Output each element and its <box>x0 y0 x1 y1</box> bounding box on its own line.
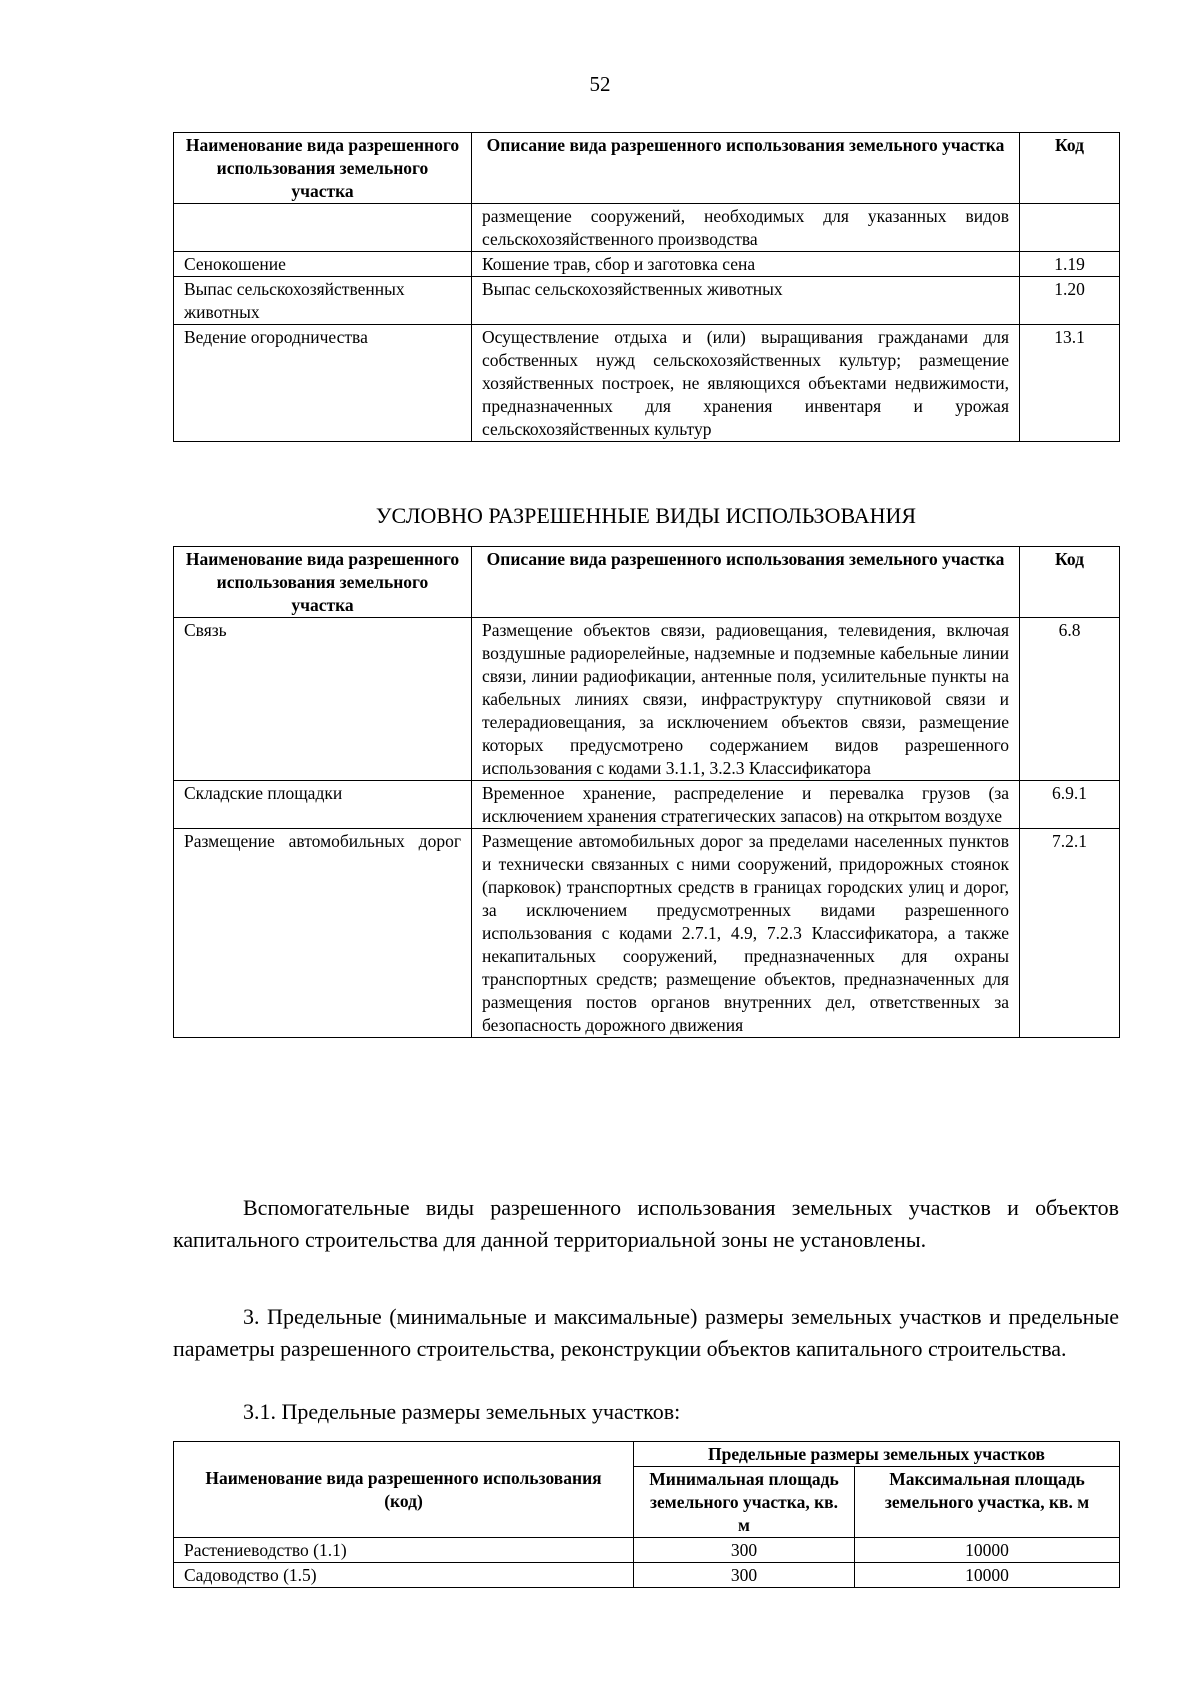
table-row <box>174 252 1120 277</box>
header-name: Наименование вида разрешенного использования (код) <box>174 1442 634 1538</box>
row-name: Связь <box>174 618 472 781</box>
row-name: Сенокошение <box>174 252 472 277</box>
row-description: Размещение объектов связи, радиовещания, телевидения, включая воздушные радиорелейные, надземные и подземные кабельные линии связи, линии радиофикации, антенные поля, усилительные пункты на кабельных линиях связи, инфраструктуру спутниковой связи и телерадиовещания, за исключением объектов связи, размещение которых предусмотрено содержанием видов разрешенного использования с кодами 3.1.1, 3.2.3 Классификатора <box>472 618 1020 781</box>
header-name: Наименование вида разрешенного использования земельного участка <box>174 133 472 204</box>
row-description: Выпас сельскохозяйственных животных <box>472 277 1020 325</box>
row-code: 6.8 <box>1020 618 1120 781</box>
row-code: 7.2.1 <box>1020 829 1120 1038</box>
row-code: 13.1 <box>1020 325 1120 442</box>
row-max-area: 10000 <box>855 1538 1120 1563</box>
table-header-row <box>174 1442 1120 1467</box>
row-description: размещение сооружений, необходимых для указанных видов сельскохозяйственного производства <box>472 204 1020 252</box>
permitted-uses-table-continued <box>173 132 1120 442</box>
row-description: Временное хранение, распределение и перевалка грузов (за исключением хранения стратегических запасов) на открытом воздухе <box>472 781 1020 829</box>
row-description: Осуществление отдыха и (или) выращивания гражданами для собственных нужд сельскохозяйственных культур; размещение хозяйственных построек, не являющихся объектами недвижимости, предназначенных для хранения инвентаря и урожая сельскохозяйственных культур <box>472 325 1020 442</box>
auxiliary-uses-paragraph: Вспомогательные виды разрешенного использования земельных участков и объектов капитального строительства для данной территориальной зоны не установлены. <box>173 1195 1119 1252</box>
header-description: Описание вида разрешенного использования земельного участка <box>472 133 1020 204</box>
table-row <box>174 204 1120 252</box>
row-min-area: 300 <box>634 1563 855 1588</box>
limits-paragraph: 3. Предельные (минимальные и максимальные) размеры земельных участков и предельные параметры разрешенного строительства, реконструкции объектов капитального строительства. <box>173 1304 1119 1361</box>
plot-size-table <box>173 1441 1120 1588</box>
table-row <box>174 1538 1120 1563</box>
table-row <box>174 781 1120 829</box>
row-name: Ведение огородничества <box>174 325 472 442</box>
table-row <box>174 277 1120 325</box>
conditional-uses-table <box>173 546 1120 1038</box>
table-row <box>174 1563 1120 1588</box>
row-name: Складские площадки <box>174 781 472 829</box>
row-description: Размещение автомобильных дорог за пределами населенных пунктов и технически связанных с ними сооружений, придорожных стоянок (парковок) транспортных средств в границах городских улиц и дорог, за исключением предусмотренных видами разрешенного использования с кодами 2.7.1, 4.9, 7.2.3 Классификатора, а также некапитальных сооружений, предназначенных для охраны транспортных средств; размещение объектов, предназначенных для размещения постов органов внутренних дел, ответственных за безопасность дорожного движения <box>472 829 1020 1038</box>
row-description: Кошение трав, сбор и заготовка сена <box>472 252 1020 277</box>
row-name: Размещение автомобильных дорог <box>174 829 472 1038</box>
page-number: 52 <box>589 72 611 96</box>
table-row <box>174 325 1120 442</box>
header-description: Описание вида разрешенного использования земельного участка <box>472 547 1020 618</box>
row-name <box>174 204 472 252</box>
header-name: Наименование вида разрешенного использования земельного участка <box>174 547 472 618</box>
header-code: Код <box>1020 133 1120 204</box>
row-code <box>1020 204 1120 252</box>
section-heading: УСЛОВНО РАЗРЕШЕННЫЕ ВИДЫ ИСПОЛЬЗОВАНИЯ <box>375 503 917 528</box>
row-name: Растениеводство (1.1) <box>174 1538 634 1563</box>
header-min-area: Минимальная площадь земельного участка, кв. м <box>634 1467 855 1538</box>
row-code: 1.19 <box>1020 252 1120 277</box>
row-code: 1.20 <box>1020 277 1120 325</box>
plot-size-paragraph: 3.1. Предельные размеры земельных участков: <box>243 1399 681 1424</box>
header-group: Предельные размеры земельных участков <box>634 1442 1120 1467</box>
header-max-area: Максимальная площадь земельного участка, кв. м <box>855 1467 1120 1538</box>
row-code: 6.9.1 <box>1020 781 1120 829</box>
row-max-area: 10000 <box>855 1563 1120 1588</box>
table-row <box>174 829 1120 1038</box>
table-header-row <box>174 133 1120 204</box>
row-name: Садоводство (1.5) <box>174 1563 634 1588</box>
table-header-row <box>174 547 1120 618</box>
row-name: Выпас сельскохозяйственных животных <box>174 277 472 325</box>
table-row <box>174 618 1120 781</box>
header-code: Код <box>1020 547 1120 618</box>
row-min-area: 300 <box>634 1538 855 1563</box>
